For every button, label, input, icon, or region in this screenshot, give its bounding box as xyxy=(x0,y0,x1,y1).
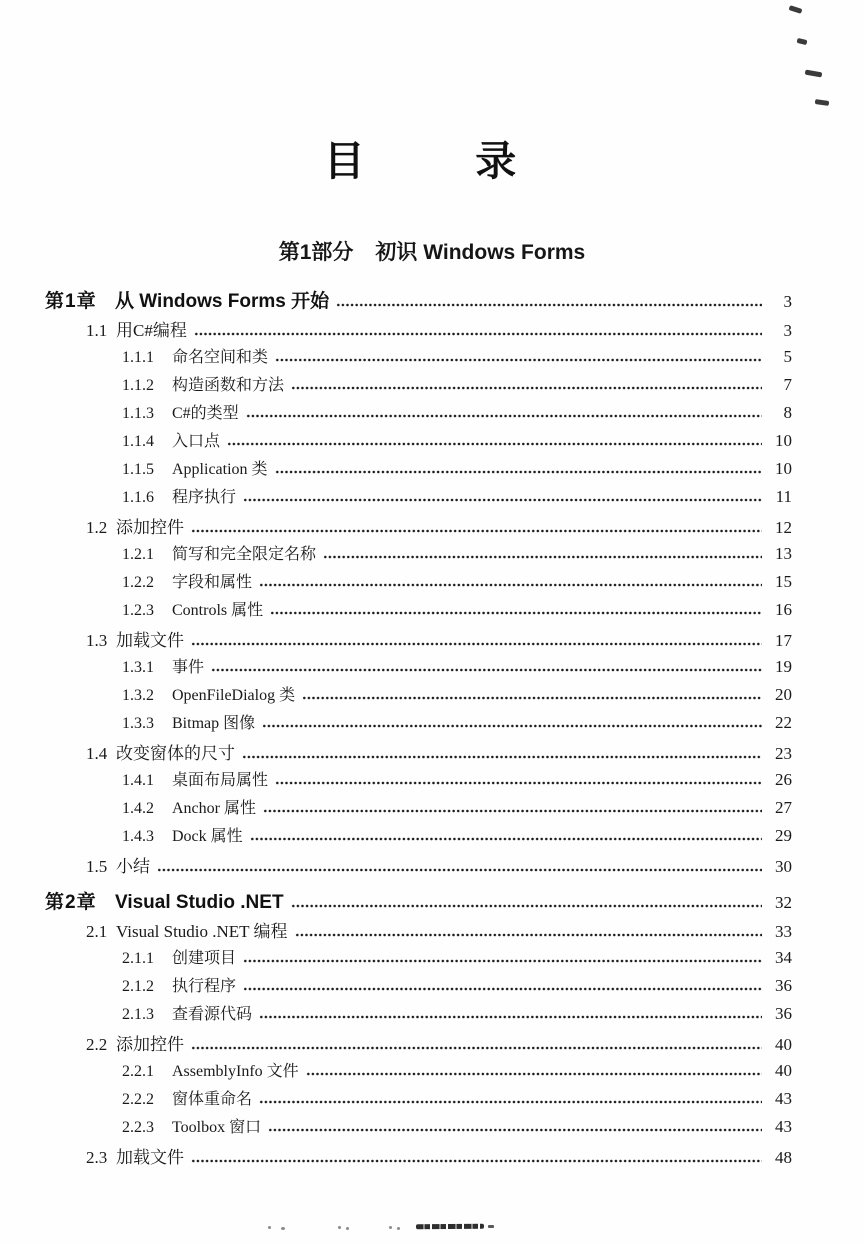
toc-entry-number: 1.3 xyxy=(86,631,108,650)
toc-entry xyxy=(45,973,792,1001)
toc-entry xyxy=(45,569,792,597)
toc-entry xyxy=(45,917,792,945)
toc-entry-number: 1.1.1 xyxy=(122,349,154,366)
dot-leader xyxy=(259,583,762,587)
toc-entry-title: C#的类型 xyxy=(172,405,239,422)
toc-entry-number: 1.2 xyxy=(86,518,108,537)
toc-entry-number: 1.3.2 xyxy=(122,687,154,704)
dot-leader xyxy=(270,611,762,615)
toc-entry-title: 事件 xyxy=(172,659,205,676)
toc-entry xyxy=(45,767,792,795)
toc-entry-page: 33 xyxy=(775,922,792,941)
toc-entry-number: 2.1.1 xyxy=(122,950,154,967)
toc-entry xyxy=(45,541,792,569)
toc-entry-title: 程序执行 xyxy=(172,489,237,506)
toc-entry-page: 8 xyxy=(783,403,792,422)
toc-entry-page: 7 xyxy=(783,375,792,394)
dot-leader xyxy=(194,332,762,336)
toc-entry-title: Dock 属性 xyxy=(172,828,243,845)
toc-entry xyxy=(45,626,792,654)
toc-entry-page: 16 xyxy=(775,600,792,619)
scan-artifact-smudge xyxy=(416,1224,484,1230)
toc-entry-page: 30 xyxy=(775,857,792,876)
dot-leader xyxy=(246,414,762,418)
toc-entry xyxy=(45,1001,792,1029)
toc-entry xyxy=(45,1114,792,1142)
toc-entry-number: 2.1 xyxy=(86,922,108,941)
dot-leader xyxy=(242,755,762,759)
toc-entry xyxy=(45,286,792,314)
toc-entry xyxy=(45,887,792,915)
dot-leader xyxy=(268,1128,762,1132)
toc-entry-title: 添加控件 xyxy=(116,518,184,537)
dot-leader xyxy=(291,386,762,390)
toc-entry-title: 命名空间和类 xyxy=(172,349,269,366)
toc-entry-number: 1.1.4 xyxy=(122,433,154,450)
toc-entry-page: 34 xyxy=(775,948,792,967)
toc-entry-page: 40 xyxy=(775,1035,792,1054)
toc-entry-page: 22 xyxy=(775,713,792,732)
toc-entry-number: 1.5 xyxy=(86,857,108,876)
toc-entry-title: 桌面布局属性 xyxy=(172,772,269,789)
toc-entry xyxy=(45,513,792,541)
toc-entry-title: 执行程序 xyxy=(172,978,237,995)
dot-leader xyxy=(323,555,762,559)
toc-entry-number: 1.2.1 xyxy=(122,546,154,563)
dot-leader xyxy=(275,781,762,785)
toc-entry-title: Anchor 属性 xyxy=(172,800,256,817)
toc-entry xyxy=(45,456,792,484)
toc-entry-number: 第2章 xyxy=(45,892,97,913)
toc-entry-page: 13 xyxy=(775,544,792,563)
toc-entry-page: 12 xyxy=(775,518,792,537)
part-title: 初识 Windows Forms xyxy=(375,241,586,264)
toc-entry-title: 字段和属性 xyxy=(172,574,253,591)
toc-entry-page: 48 xyxy=(775,1148,792,1167)
dot-leader xyxy=(262,724,762,728)
toc-entry-page: 32 xyxy=(775,893,792,912)
toc-entry-title: 入口点 xyxy=(172,433,221,450)
toc-entry-number: 第1章 xyxy=(45,291,97,312)
scan-artifact-smudge-tail xyxy=(488,1225,494,1228)
toc-entry-title: Bitmap 图像 xyxy=(172,715,256,732)
toc-entry xyxy=(45,823,792,851)
toc-entry-number: 2.3 xyxy=(86,1148,108,1167)
toc-entry-title: 添加控件 xyxy=(116,1035,184,1054)
toc-entry-title: 构造函数和方法 xyxy=(172,377,285,394)
toc-entry-page: 17 xyxy=(775,631,792,650)
dot-leader xyxy=(211,668,762,672)
toc-entry-title: 用C#编程 xyxy=(116,321,187,340)
part-number: 第1部分 xyxy=(278,241,354,264)
toc-entry-number: 2.2.3 xyxy=(122,1119,154,1136)
toc-entry xyxy=(45,597,792,625)
toc-entry-number: 1.4 xyxy=(86,744,108,763)
scan-artifact-mark-2 xyxy=(797,38,808,45)
dot-leader xyxy=(295,933,762,937)
toc-entry-number: 1.4.3 xyxy=(122,828,154,845)
page-title-char-2: 录 xyxy=(475,138,517,184)
toc-entry-page: 20 xyxy=(775,685,792,704)
toc-entry xyxy=(45,372,792,400)
toc-entry-number: 1.4.2 xyxy=(122,800,154,817)
toc-entry-title: AssemblyInfo 文件 xyxy=(172,1063,299,1080)
toc-entry-page: 3 xyxy=(783,321,792,340)
toc-entry xyxy=(45,1030,792,1058)
scan-artifact-dot xyxy=(281,1227,285,1230)
toc-entry-number: 1.1.2 xyxy=(122,377,154,394)
toc-entry-title: 从 Windows Forms 开始 xyxy=(115,291,330,312)
toc-entry-title: Controls 属性 xyxy=(172,602,264,619)
dot-leader xyxy=(191,1159,762,1163)
dot-leader xyxy=(243,498,762,502)
toc-entry xyxy=(45,484,792,512)
toc-entry-title: 小结 xyxy=(116,857,150,876)
toc-entry-page: 29 xyxy=(775,826,792,845)
toc-entry-number: 2.2 xyxy=(86,1035,108,1054)
toc-entry-title: Visual Studio .NET 编程 xyxy=(116,922,288,941)
toc-list xyxy=(45,279,792,1171)
toc-entry-number: 1.2.3 xyxy=(122,602,154,619)
toc-entry-number: 1.1.5 xyxy=(122,461,154,478)
toc-entry-number: 1.1 xyxy=(86,321,108,340)
toc-entry-page: 43 xyxy=(775,1089,792,1108)
toc-entry xyxy=(45,795,792,823)
scan-artifact-dot xyxy=(338,1226,341,1229)
toc-entry xyxy=(45,710,792,738)
toc-entry-page: 40 xyxy=(775,1061,792,1080)
dot-leader xyxy=(250,837,762,841)
toc-entry-page: 27 xyxy=(775,798,792,817)
dot-leader xyxy=(259,1100,762,1104)
toc-entry-number: 1.3.3 xyxy=(122,715,154,732)
page-title xyxy=(0,128,840,187)
dot-leader xyxy=(336,303,762,307)
toc-entry xyxy=(45,344,792,372)
scan-artifact-dot xyxy=(346,1227,349,1230)
toc-entry-title: Visual Studio .NET xyxy=(115,892,284,913)
dot-leader xyxy=(157,868,762,872)
toc-entry xyxy=(45,852,792,880)
toc-entry xyxy=(45,1058,792,1086)
dot-leader xyxy=(191,529,762,533)
toc-entry xyxy=(45,316,792,344)
toc-entry-page: 43 xyxy=(775,1117,792,1136)
page-title-char-1: 目 xyxy=(323,138,365,184)
toc-entry-page: 10 xyxy=(775,431,792,450)
toc-entry-number: 1.2.2 xyxy=(122,574,154,591)
toc-entry-title: 创建项目 xyxy=(172,950,237,967)
toc-entry-page: 36 xyxy=(775,976,792,995)
dot-leader xyxy=(191,1046,762,1050)
part-heading xyxy=(0,236,864,266)
toc-entry-number: 2.1.2 xyxy=(122,978,154,995)
toc-entry-title: 改变窗体的尺寸 xyxy=(116,744,235,763)
dot-leader xyxy=(263,809,762,813)
dot-leader xyxy=(275,470,762,474)
scan-artifact-mark-3 xyxy=(805,70,823,78)
dot-leader xyxy=(302,696,762,700)
toc-entry-page: 5 xyxy=(783,347,792,366)
toc-entry-page: 23 xyxy=(775,744,792,763)
dot-leader xyxy=(291,904,762,908)
toc-entry xyxy=(45,682,792,710)
toc-entry xyxy=(45,945,792,973)
toc-entry-title: 加载文件 xyxy=(116,631,184,650)
toc-entry-title: Application 类 xyxy=(172,461,268,478)
dot-leader xyxy=(306,1072,762,1076)
toc-entry-number: 1.3.1 xyxy=(122,659,154,676)
scan-artifact-dot xyxy=(397,1227,400,1230)
toc-entry-page: 3 xyxy=(783,292,792,311)
toc-entry xyxy=(45,654,792,682)
toc-entry-number: 1.4.1 xyxy=(122,772,154,789)
toc-entry xyxy=(45,739,792,767)
toc-entry xyxy=(45,1143,792,1171)
dot-leader xyxy=(227,442,762,446)
toc-entry-number: 2.2.1 xyxy=(122,1063,154,1080)
toc-entry-title: 窗体重命名 xyxy=(172,1091,253,1108)
toc-entry xyxy=(45,428,792,456)
toc-entry-number: 2.1.3 xyxy=(122,1006,154,1023)
scan-artifact-mark-4 xyxy=(815,99,830,106)
toc-entry xyxy=(45,1086,792,1114)
toc-entry-number: 1.1.3 xyxy=(122,405,154,422)
toc-entry-page: 11 xyxy=(775,487,792,506)
scan-artifact-dot xyxy=(268,1226,271,1229)
toc-entry-title: 加载文件 xyxy=(116,1148,184,1167)
toc-entry-title: 简写和完全限定名称 xyxy=(172,546,317,563)
dot-leader xyxy=(191,642,762,646)
toc-entry-page: 26 xyxy=(775,770,792,789)
toc-entry-page: 19 xyxy=(775,657,792,676)
toc-entry-number: 2.2.2 xyxy=(122,1091,154,1108)
toc-entry-title: OpenFileDialog 类 xyxy=(172,687,296,704)
toc-entry-page: 15 xyxy=(775,572,792,591)
scan-artifact-dot xyxy=(389,1226,392,1229)
scan-artifact-mark-1 xyxy=(789,5,803,14)
dot-leader xyxy=(243,959,762,963)
dot-leader xyxy=(259,1015,762,1019)
toc-entry-title: 查看源代码 xyxy=(172,1006,253,1023)
toc-entry-page: 10 xyxy=(775,459,792,478)
dot-leader xyxy=(243,987,762,991)
toc-entry-page: 36 xyxy=(775,1004,792,1023)
toc-entry-number: 1.1.6 xyxy=(122,489,154,506)
toc-entry-title: Toolbox 窗口 xyxy=(172,1119,262,1136)
toc-entry xyxy=(45,400,792,428)
dot-leader xyxy=(275,358,762,362)
